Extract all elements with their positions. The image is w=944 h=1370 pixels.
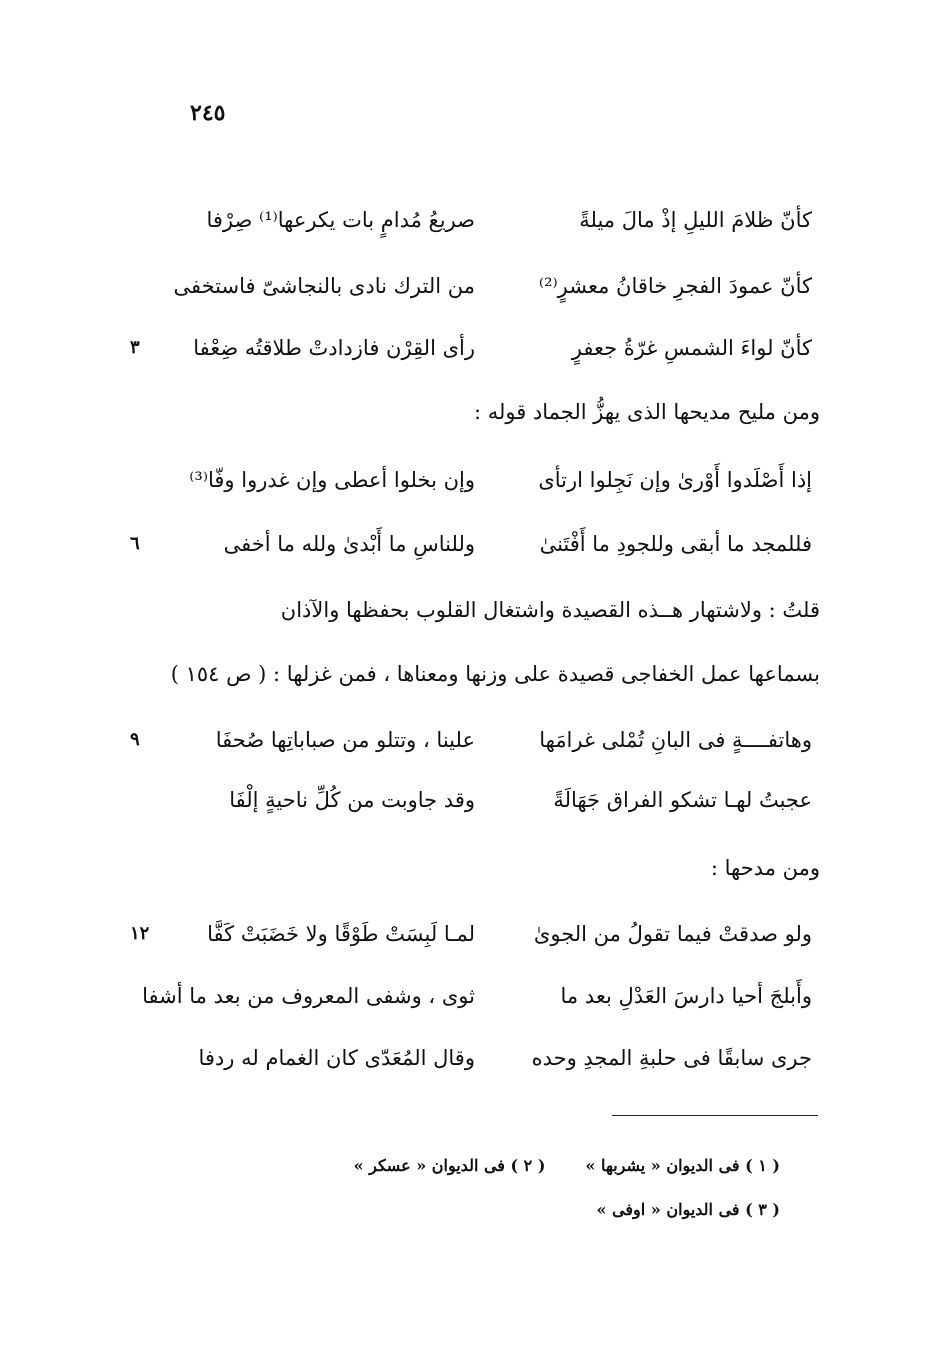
verse-line: [130, 718, 820, 762]
footnote-line: [300, 1156, 780, 1175]
verse-line: [130, 264, 820, 308]
verse-first-hemistich: ولو صدقتْ فيما تقولُ من الجوىٰ: [533, 922, 812, 946]
verse-line: [130, 198, 820, 242]
verse-first-hemistich: وهاتفــــةٍ فى البانِ تُمْلى غرامَها: [539, 728, 812, 752]
verse-first-hemistich: كأنّ عمودَ الفجرِ خاقانُ معشرٍ⁽²⁾: [538, 274, 812, 298]
verse-second-hemistich: وقد جاوبت من كُلِّ ناحيةٍ إلْفَا: [229, 788, 475, 812]
verse-line: [130, 912, 820, 956]
verse-first-hemistich: فللمجد ما أبقى وللجودِ ما أَفْتَنىٰ: [539, 532, 812, 556]
verse-second-hemistich: وإن بخلوا أعطى وإن غدروا وفّا⁽³⁾: [189, 468, 475, 492]
verse-first-hemistich: وأَبلجَ أحيا دارسَ العَدْلِ بعد ما: [560, 984, 812, 1008]
verse-line: [130, 1036, 820, 1080]
verse-line: [130, 458, 820, 502]
verse-first-hemistich: إذا أَصْلَدوا أَوْرىٰ وإن نَجِلوا ارتأى: [538, 468, 812, 492]
verse-second-hemistich: وقال المُعَدّى كان الغمام له ردفا: [198, 1046, 475, 1070]
verse-first-hemistich: كأنّ لواءَ الشمسِ غرّةُ جعفرٍ: [571, 336, 812, 360]
verse-second-hemistich: صريعُ مُدامٍ بات يكرعها⁽¹⁾ صِرْفا: [206, 208, 475, 232]
verse-line: [130, 974, 820, 1018]
verse-number: ١٢: [130, 923, 150, 944]
verse-second-hemistich: رأى القِرْن فازدادتْ طلاقتُه ضِعْفا: [193, 336, 475, 360]
verse-first-hemistich: عجبتُ لهـا تشكو الفراق جَهَالَةً: [553, 788, 812, 812]
verse-line: [130, 778, 820, 822]
verse-second-hemistich: من الترك نادى بالنجاشىّ فاستخفى: [173, 274, 475, 298]
verse-second-hemistich: وللناسِ ما أَبْدىٰ ولله ما أخفى: [223, 532, 475, 556]
intro-text: ومن مليح مديحها الذى يهزُّ الجماد قوله :: [473, 400, 820, 424]
verse-line: [130, 522, 820, 566]
verse-second-hemistich: ثوى ، وشفى المعروف من بعد ما أشفا: [142, 984, 475, 1008]
verse-number: ٣: [130, 337, 140, 358]
footnote-3: ( ٣ ) فى الديوان « اوفى »: [596, 1200, 780, 1219]
verse-first-hemistich: كأنّ ظلامَ الليلِ إذْ مالَ ميلةً: [579, 208, 812, 232]
footnote-line: [300, 1200, 780, 1219]
verse-number: ٦: [130, 533, 140, 554]
verse-first-hemistich: جرى سابقًا فى حلبةِ المجدِ وحده: [531, 1046, 812, 1070]
verse-second-hemistich: علينا ، وتتلو من صباباتِها صُحفَا: [215, 728, 475, 752]
footnote-divider: [612, 1115, 818, 1116]
prose-paragraph-line: قلتُ : ولاشتهار هــذه القصيدة واشتغال القلوب بحفظها والآذان: [280, 598, 820, 622]
intro-text: ومن مدحها :: [710, 856, 820, 880]
prose-paragraph-line: بسماعها عمل الخفاجى قصيدة على وزنها ومعناها ، فمن غزلها : ( ص ١٥٤ ): [170, 662, 820, 686]
verse-second-hemistich: لمـا لَبِسَتْ طَوْقًا ولا خَضَبَتْ كَفَّا: [207, 922, 475, 946]
verse-line: [130, 326, 820, 370]
footnote-2: ( ٢ ) فى الديوان « عسكر »: [353, 1156, 546, 1175]
verse-number: ٩: [130, 729, 140, 750]
page-number: ٢٤٥: [190, 100, 226, 126]
footnote-1: ( ١ ) فى الديوان « يشربها »: [585, 1156, 780, 1175]
